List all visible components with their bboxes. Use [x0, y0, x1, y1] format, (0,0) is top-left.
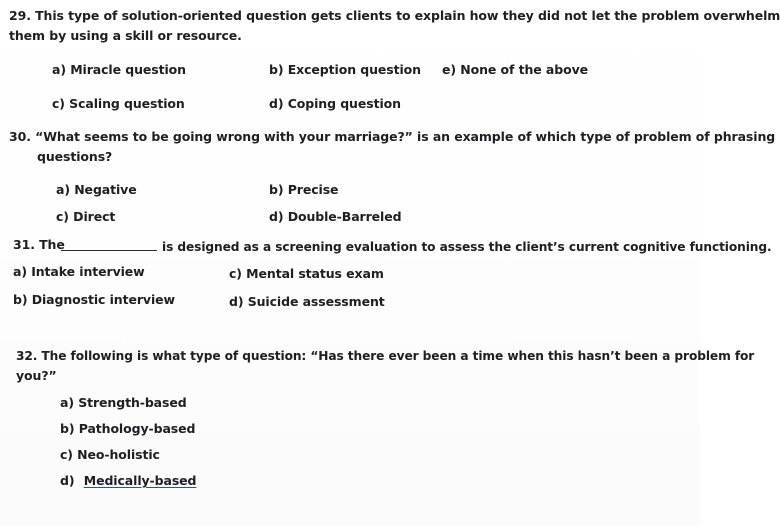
q29-text-line1: 29. This type of solution-oriented question gets clients to explain how they did not let the problem overwhelm: [9, 8, 780, 23]
q31-text-lead: 31. The: [13, 237, 65, 252]
q30-option-d: d) Double-Barreled: [269, 209, 402, 224]
q29-option-d: d) Coping question: [269, 96, 401, 111]
q31-option-b: b) Diagnostic interview: [13, 292, 175, 307]
q31-answer-blank: [61, 250, 157, 251]
q29-option-c: c) Scaling question: [52, 96, 185, 111]
q32-option-c: c) Neo-holistic: [60, 447, 160, 462]
q30-option-b: b) Precise: [269, 182, 339, 197]
q32-option-d-prefix: d): [60, 473, 75, 488]
q29-option-e: e) None of the above: [442, 62, 588, 77]
q30-option-c: c) Direct: [56, 209, 116, 224]
q31-option-d: d) Suicide assessment: [229, 294, 385, 309]
q32-option-d: [60, 473, 196, 489]
q30-option-a: a) Negative: [56, 182, 137, 197]
q32-option-b: b) Pathology-based: [60, 421, 196, 436]
q31-option-a: a) Intake interview: [13, 264, 145, 279]
q32-option-a: a) Strength-based: [60, 395, 187, 410]
q30-text-line1: 30. “What seems to be going wrong with your marriage?” is an example of which type of problem of phrasing: [9, 129, 776, 144]
q32-text-line2: you?”: [16, 368, 57, 383]
q29-option-a: a) Miracle question: [52, 62, 186, 77]
q31-option-c: c) Mental status exam: [229, 266, 384, 281]
q29-option-b: b) Exception question: [269, 62, 421, 77]
q30-text-line2: questions?: [37, 149, 113, 164]
q32-option-d-text: Medically-based: [83, 473, 197, 488]
q31-text-rest: is designed as a screening evaluation to assess the client’s current cognitive functioning.: [162, 240, 772, 254]
q29-text-line2: them by using a skill or resource.: [9, 28, 242, 43]
q32-text-line1: 32. The following is what type of question: “Has there ever been a time when this hasn’t been a problem for: [16, 349, 755, 363]
